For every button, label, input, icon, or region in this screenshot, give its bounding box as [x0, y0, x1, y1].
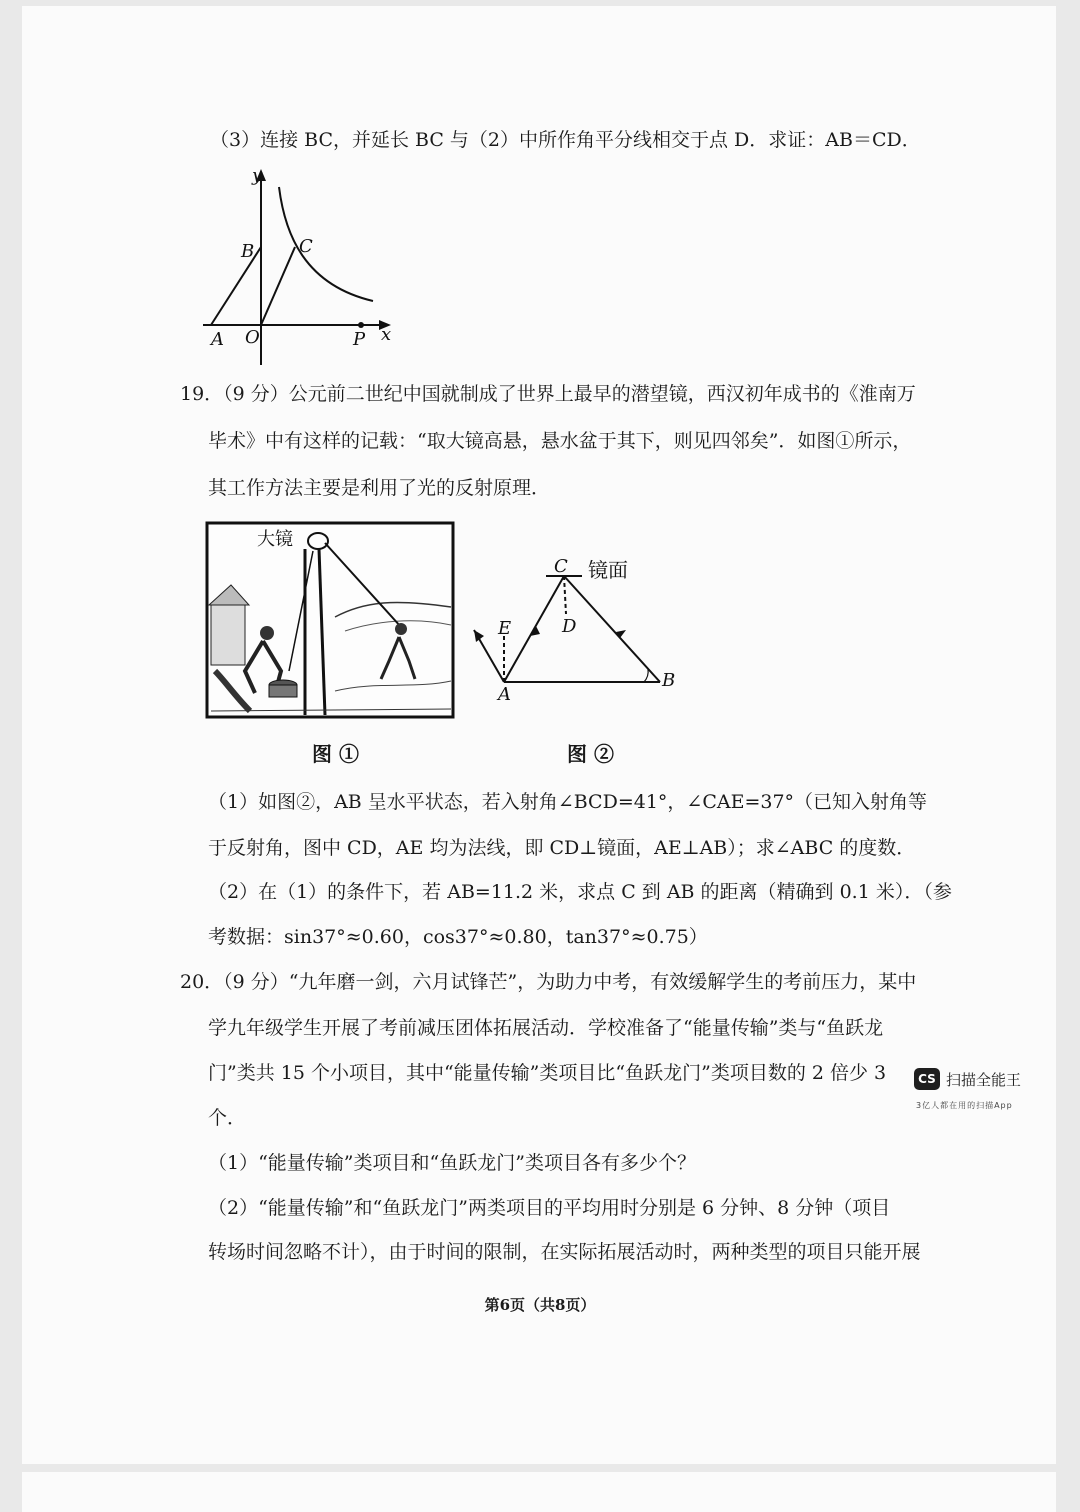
- q18-part3: （3）连接 BC，并延长 BC 与（2）中所作角平分线相交于点 D．求证：AB＝CD．: [210, 129, 921, 151]
- q20-line-4: 个．: [208, 1107, 247, 1129]
- q20-line-3: 门”类共 15 个小项目，其中“能量传输”类项目比“鱼跃龙门”类项目数的 2 倍少 3: [208, 1062, 887, 1084]
- normal-CD: [564, 576, 566, 614]
- fig1-caption: 图 ①: [312, 742, 359, 766]
- segment-OC: [261, 247, 295, 325]
- q20-p2-line-1: （2）“能量传输”和“鱼跃龙门”两类项目的平均用时分别是 6 分钟、8 分钟（项目: [208, 1197, 891, 1219]
- hyperbola-curve: [279, 187, 373, 301]
- line-CB: [564, 576, 660, 682]
- q20-p2-line-2: 转场时间忽略不计），由于时间的限制，在实际拓展活动时，两种类型的项目只能开展: [208, 1241, 921, 1263]
- next-page-sheet: [22, 1472, 1056, 1512]
- q20-line-2: 学九年级学生开展了考前减压团体拓展活动．学校准备了“能量传输”类与“鱼跃龙: [208, 1017, 884, 1039]
- point-P: [358, 322, 364, 328]
- label-C: C: [299, 236, 313, 257]
- label-O: O: [245, 327, 260, 348]
- label-A: A: [498, 684, 511, 705]
- x-label: x: [381, 324, 392, 345]
- label-E: E: [498, 618, 512, 639]
- label-P: P: [353, 329, 366, 350]
- fig1-illustration: [205, 521, 455, 719]
- q19-p1-line-1: （1）如图②，AB 呈水平状态，若入射角∠BCD=41°，∠CAE=37°（已知入射角等: [208, 791, 928, 813]
- q19-line-3: 其工作方法主要是利用了光的反射原理．: [208, 477, 551, 499]
- q19-p2-line-1: （2）在（1）的条件下，若 AB=11.2 米，求点 C 到 AB 的距离（精确到 0.1 米）．（参: [208, 881, 952, 903]
- q19-p2-line-2: 考数据：sin37°≈0.60，cos37°≈0.80，tan37°≈0.75）: [208, 926, 708, 948]
- fig2-caption: 图 ②: [567, 742, 614, 766]
- q19-line-1: 19．（9 分）公元前二世纪中国就制成了世界上最早的潜望镜，西汉初年成书的《淮南万: [180, 383, 916, 405]
- q19-p1-line-2: 于反射角，图中 CD，AE 均为法线，即 CD⊥镜面，AE⊥AB）；求∠ABC 的度数．: [208, 837, 916, 859]
- q18-figure: [195, 165, 405, 370]
- label-B: B: [241, 241, 255, 262]
- brand-tagline: 3亿人都在用的扫描App: [916, 1101, 1013, 1110]
- label-mirror: 镜面: [588, 558, 628, 582]
- fig2-geometry: [470, 540, 710, 710]
- q19-line-2: 毕术》中有这样的记载：“取大镜高悬，悬水盆于其下，则见四邻矣”．如图①所示，: [208, 430, 912, 452]
- label-D: D: [562, 616, 577, 637]
- q20-p1: （1）“能量传输”类项目和“鱼跃龙门”类项目各有多少个？: [208, 1152, 696, 1174]
- y-label: y: [252, 165, 263, 186]
- brand-name: 扫描全能王: [946, 1071, 1022, 1089]
- label-C: C: [554, 556, 568, 577]
- fig1-mirror-label: 大镜: [257, 529, 293, 550]
- line-AC: [504, 576, 564, 682]
- page-footer: 第6页（共8页）: [484, 1296, 596, 1314]
- cs-logo-icon: CS: [914, 1068, 940, 1090]
- label-B: B: [662, 670, 676, 691]
- label-A: A: [211, 329, 224, 350]
- arrow-CB: [616, 630, 626, 638]
- q20-line-1: 20．（9 分）“九年磨一剑，六月试锋芒”，为助力中考，有效缓解学生的考前压力，某中: [180, 971, 917, 993]
